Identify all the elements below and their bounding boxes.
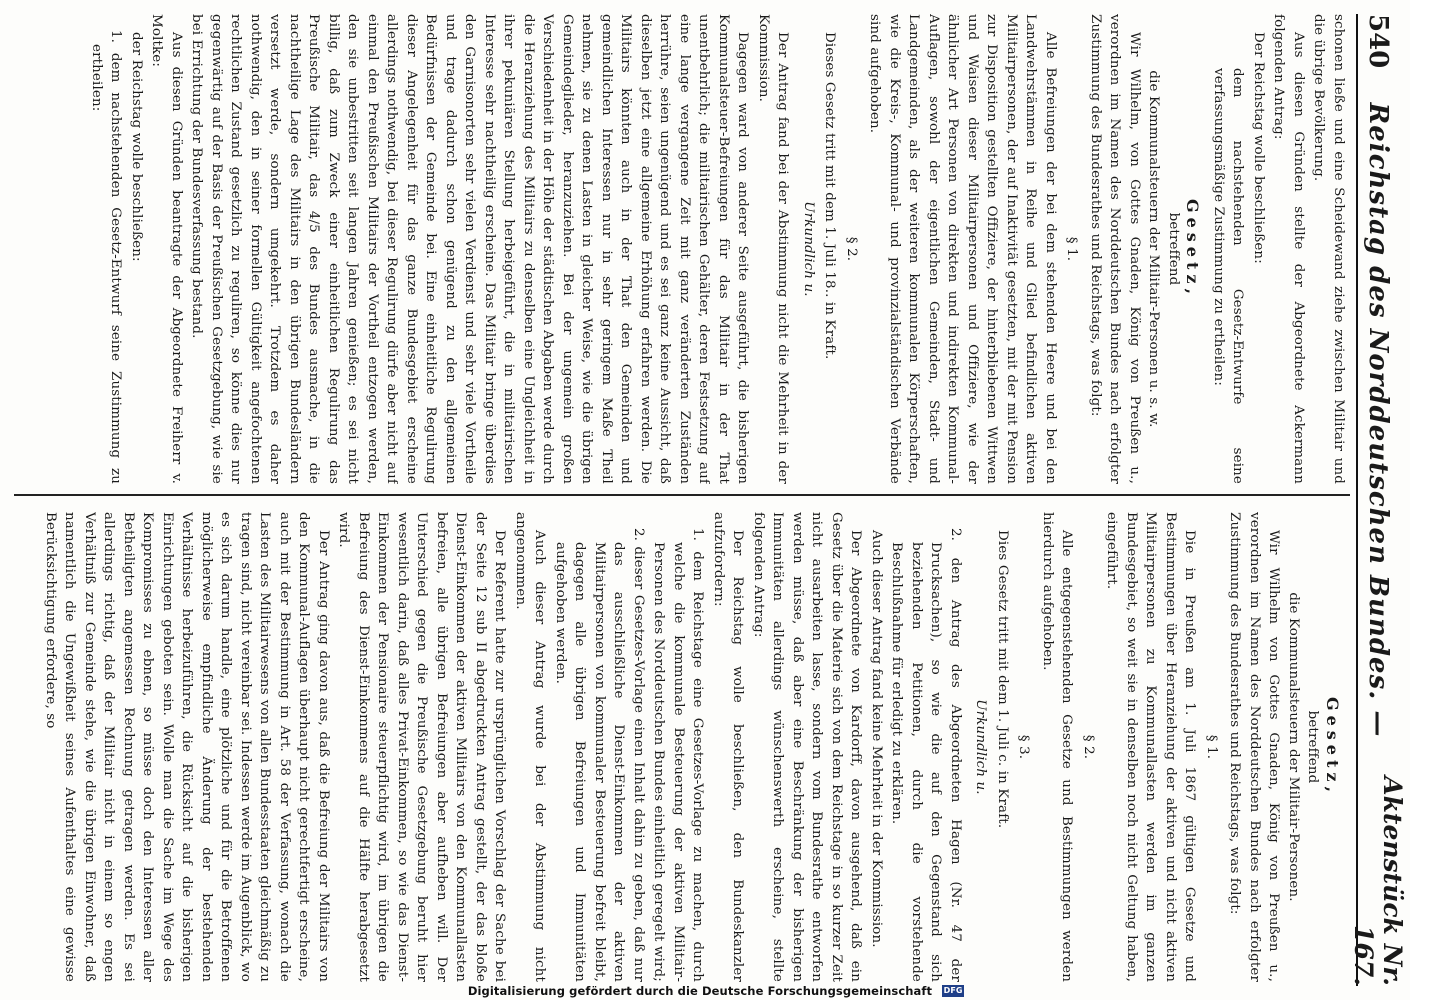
law-subtitle: die Kommunalsteuern der Militair-Personen. (1286, 592, 1301, 902)
paragraph: Die in Preußen am 1. Juli 1867 gültigen Gesetze und Bestimmungen über Heranziehung der aktiven und nicht aktiven Militairpersonen zu Kommunallasten werden im ganzen Bundesgebiet, so weit sie in denselben noch nicht Geltung haben, eingeführt. (1104, 512, 1198, 982)
attachment-number: Aktenstück Nr. 167. (1349, 776, 1407, 986)
digitization-credit (0, 982, 1432, 1000)
paragraph: Dagegen ward von anderer Seite ausgeführt, die bisherigen Kommunalsteuer-Befreiungen für das Militair in der That unentbehrlich; die militairischen Gehälter, deren Festsetzung auf eine lange vergangene Zeit mit ganz veränderten Zuständen herrühre, seien ungenügend und es sei ganz keine Aussicht, daß dieselben jetzt eine allgemeine Erhöhung erfahren werden. Die Militairs könnten auch in der That den Gemeinden und gemeindlichen Interessen nur in sehr geringem Maße Theil nehmen, sie zu denen Lasten in gleicher Weise, wie die übrigen Gemeindeglieder, heranzuziehen. Bei der ungemein großen Verschiedenheit in der Höhe der städtischen Abgaben werde durch die Heranziehung des Militairs zu denselben eine Ungleichheit in ihrer pekuniären Stellung herbeigeführt, die in militairischen Interesse sehr nachtheilig erscheine. Das Militair bringe überdies den Garnisonorten sehr vielen Verdienst und sehr viele Vortheile und trage dadurch schon genügend zu den allgemeinen Bedürfnissen der Gemeinde bei. Eine einheitliche Regulirung dieser Angelegenheit für das ganze Bundesgebiet erscheine allerdings nothwendig, bei dieser Regulirung dürfe aber nicht auf einmal den Preußischen Militairs der Vortheil entzogen werden, den sie unbestritten seit langen Jahren genießen; es sei nicht billig, daß zum Zweck einer einheitlichen Regulirung das Preußische Militair, das 4/5 des Bundes ausmache, in die nachtheilige Lage des Militairs in den übrigen Bundesländern versetzt werde, sondern umgekehrt. Trotzdem es daher nothwendig, den in seiner formellen Gültigkeit angefochtenen rechtlichen Zustand gesetzlich zu reguliren, so könne dies nur gegenwärtig auf der Basis der Preußischen Gesetzgebung, wie sie bei Errichtung der Bundesverfassung bestand. (189, 14, 751, 484)
right-column (24, 512, 1348, 982)
section-number: § 2. (844, 236, 859, 262)
paragraph: Auch dieser Antrag fand keine Mehrheit in der Kommission. (869, 530, 884, 948)
paragraph: Der Reichstag wolle beschließen: (1251, 32, 1266, 264)
paragraph: der Reichstag wolle beschließen: (129, 32, 144, 262)
law-subtitle: die Kommunalsteuern der Militair-Personen u. s. w. (1146, 70, 1162, 428)
closing-formula: Urkundlich u. (973, 699, 989, 795)
law-heading: Gesetz, (1183, 198, 1203, 300)
left-column (24, 14, 1348, 484)
paragraph: Der Abgeordnete von Kardorff, davon ausgehend, daß ein Gesetz über die Materie sich von dem Reichstage in so kurzer Zeit nicht ausarbeiten lasse, sondern vom Bundesrathe entworfen werden müsse, daß aber eine Beschränkung der bisherigen Immunitäten allerdings wünschenswerth erscheine, stellte folgenden Antrag: (751, 512, 864, 982)
closing-formula: Urkundlich u. (801, 201, 816, 297)
paragraph: Der Referent hatte zur ursprünglichen Vorschlag der Sache bei der Seite 12 sub II abgedruckten Antrag gestellt, der das bloße Dienst-Einkommen der aktiven Militairs von den Kommunallasten befreien, alle übrigen Befreiungen aber aufheben will. Der Unterschied gegen die Preußische Gesetzgebung beruht hier wesentlich darin, daß alles Privat-Einkommen, so wie das Dienst-Einkommen der Pensionaire steuerpflichtig wird, im übrigen die Befreiung des Dienst-Einkommens auf die Hälfte herabgesetzt wird. (336, 512, 508, 982)
law-subtitle: betreffend (1166, 212, 1181, 286)
credit-text: Digitalisierung gefördert durch die Deutsche Forschungsgemeinschaft (467, 984, 933, 998)
section-number: § 1. (1064, 236, 1080, 262)
paragraph: 2. dieser Gesetzes-Vorlage einen Inhalt dahin zu geben, daß nur das ausschließliche Dienst-Einkommen der aktiven Militairpersonen von kommunaler Besteuerung befreit bleibt, dagegen alle übrigen Befreiungen und Immunitäten aufgehoben werden. (553, 528, 646, 982)
paragraph: Auch dieser Antrag wurde bei der Abstimmung nicht angenommen. (513, 512, 548, 982)
paragraph: 1. dem nachstehenden Gesetz-Entwurf seine Zustimmung zu ertheilen: (89, 30, 124, 484)
paragraph: schonen ließe und eine Scheidewand ziehe zwischen Militair und die übrige Bevölkerung. (1311, 14, 1346, 484)
paragraph: Der Antrag ging davon aus, daß die Befreiung der Militairs von den Kommunal-Auflagen überhaupt nicht gerechtfertigt erscheine, auch mit der Bestimmung in Art. 58 der Verfassung, wonach die Lasten des Militairwesens von allen Bundesstaaten gleichmäßig zu tragen sind, nicht vereinbar sei. Indessen werde im Augenblick, wo es sich darum handle, eine plötzliche und für die Betroffenen möglicherweise empfindliche Änderung der bestehenden Verhältnisse herbeizuführen, die Rücksicht auf die bisherigen Einrichtungen geboten sein. Wolle man die Sache im Wege des Kompromisses zu ebnen, so müsse doch den Interessen aller Betheiligten angemessen Rechnung getragen werden. Es sei allerdings richtig, daß der Militair nicht in einem so engen Verhältniß zur Gemeinde stehe, wie die übrigen Einwohner, daß namentlich die Ungewißheit seines Aufenthaltes eine gewisse Berücksichtigung erfordere, so (43, 512, 331, 982)
paragraph: Alle Befreiungen der bei dem stehenden Heere und bei den Landwehrstämmen in Reihe und Glied befindlichen aktiven Militairpersonen, der auf Inaktivität gesetzten, mit der mit Pension zur Disposition gestellten Offiziere, der hinterbliebenen Wittwen und Waisen dieser Militairpersonen und Offiziere, wie der ähnlicher Art Personen von direkten und indirekten Kommunal-Auflagen, sowohl der eigentlichen Gemeinden, Stadt- und Landgemeinden, als der weiteren kommunalen Körperschaften, wie die Kreis-, Kommunal- und provinzialständischen Verbände sind aufgehoben. (867, 14, 1058, 484)
paragraph: dem nachstehenden Gesetz-Entwurfe seine verfassungsmäßige Zustimmung zu ertheilen: (1211, 68, 1246, 484)
dfg-logo-icon: DFG (943, 986, 963, 995)
running-title (1363, 94, 1393, 746)
paragraph: Wir Wilhelm von Gottes Gnaden, König von Preußen u., verordnen im Namen des Norddeutschen Bundes nach erfolgter Zustimmung des Bundesrathes und Reichstags, was folgt: (1227, 512, 1282, 982)
section-number: § 1. (1204, 734, 1219, 760)
paragraph: Der Reichstag wolle beschließen, den Bundeskanzler aufzufordern: (711, 512, 746, 982)
paragraph: Aus diesen Gründen stellte der Abgeordnete Ackermann folgenden Antrag: (1271, 14, 1306, 484)
paragraph: 2. den Antrag des Abgeordneten Hagen (Nr. 47 der Drucksachen), so wie die auf den Gegenstand sich beziehenden Petitionen, durch die vorstehende Beschlußnahme für erledigt zu erklären. (889, 528, 963, 982)
paragraph: Dieses Gesetz tritt mit dem 1. Juli 18.. in Kraft. (822, 32, 838, 360)
paragraph: 1. dem Reichstage eine Gesetzes-Vorlage zu machen, durch welche die kommunale Besteuerung der aktiven Militair-Personen des Norddeutschen Bundes einheitlich geregelt wird; (651, 528, 706, 982)
page-number: 540 (1363, 14, 1393, 69)
paragraph: Aus diesen Gründen beantragte der Abgeordnete Freiherr v. Moltke: (149, 14, 184, 484)
title-dash: — (1363, 710, 1393, 738)
section-number: § 3. (1016, 734, 1032, 760)
page-header (1349, 14, 1407, 986)
paragraph: Dies Gesetz tritt mit dem 1. Juli c. in Kraft. (995, 530, 1010, 829)
running-title-text: Reichstag des Norddeutschen Bundes. (1363, 102, 1393, 701)
paragraph: Wir Wilhelm, von Gottes Gnaden, König von Preußen u., verordnen im Namen des Norddeutschen Bundes nach erfolgter Zustimmung des Bundesrathes und Reichstags, was folgt: (1088, 14, 1142, 484)
law-subtitle: betreffend (1305, 710, 1321, 784)
paragraph: Der Antrag fand bei der Abstimmung nicht die Mehrheit in der Kommission. (756, 14, 791, 484)
section-number: § 2. (1081, 734, 1096, 760)
law-heading: Gesetz, (1323, 696, 1342, 798)
column-divider (14, 494, 1350, 496)
paragraph: Alle entgegenstehenden Gesetze und Bestimmungen werden hierdurch aufgehoben. (1040, 512, 1075, 982)
